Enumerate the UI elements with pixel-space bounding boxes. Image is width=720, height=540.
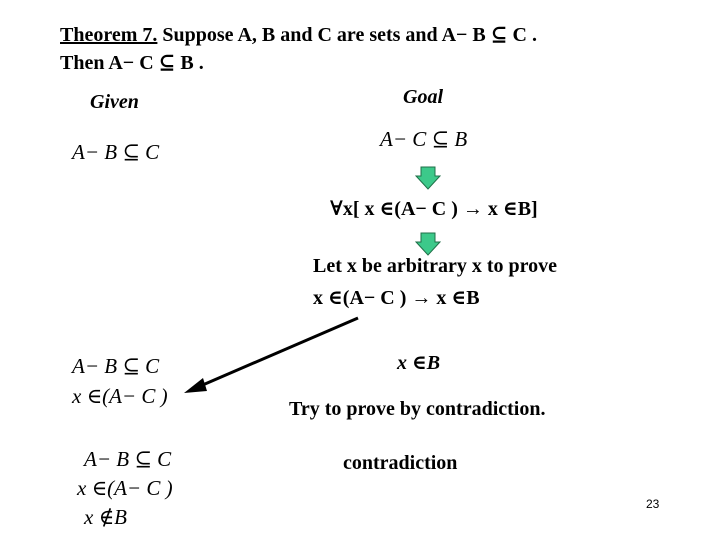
page-number: 23 <box>646 497 660 511</box>
given2-line2: x ∈(A− C ) <box>72 384 168 408</box>
let-x-text: Let x be arbitrary x to prove <box>313 255 558 277</box>
given-header: Given <box>90 91 139 113</box>
theorem-statement: Suppose A, B and C are sets and A− B ⊆ C . <box>157 24 537 46</box>
goal-forall: ∀x[ x ∈(A− C ) → x ∈B] <box>330 198 538 220</box>
given2-line1: A− B ⊆ C <box>72 354 160 378</box>
goal-statement: A− C ⊆ B <box>380 127 468 151</box>
goal-x-in-b: x ∈B <box>397 352 441 374</box>
given3-line1: A− B ⊆ C <box>84 447 172 471</box>
try-contradiction-text: Try to prove by contradiction. <box>289 398 546 420</box>
contradiction-text: contradiction <box>343 452 458 474</box>
goal-header: Goal <box>403 86 443 108</box>
theorem-conclusion: Then A− C ⊆ B . <box>60 52 204 74</box>
theorem-label: Theorem 7. <box>60 24 158 46</box>
given-statement: A− B ⊆ C <box>72 140 160 164</box>
given3-line2: x ∈(A− C ) <box>77 476 173 500</box>
given3-line3: x ∉B <box>84 505 127 529</box>
goal-implication: x ∈(A− C ) → x ∈B <box>313 287 480 309</box>
